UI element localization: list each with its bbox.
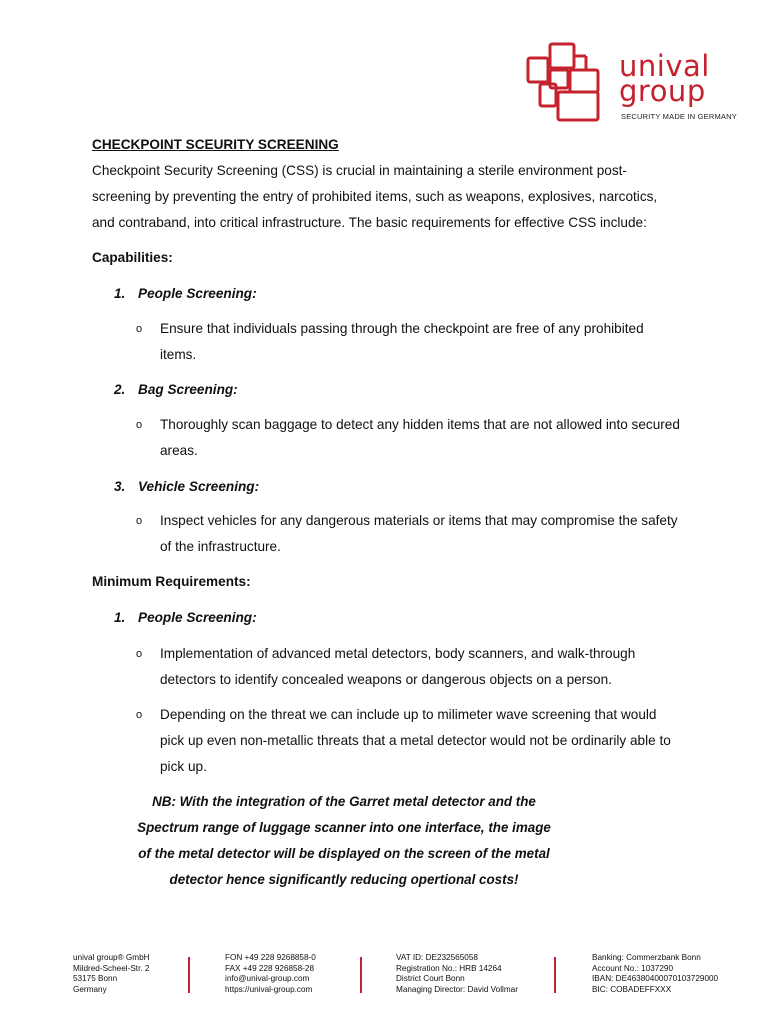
- item-number: 1.: [114, 286, 126, 301]
- bullet-text: Ensure that individuals passing through the checkpoint are free of any prohibited items.: [160, 321, 644, 362]
- bullet-circle-icon: o: [136, 515, 143, 527]
- item-number: 2.: [114, 382, 126, 397]
- email-link[interactable]: info@unival-group.com: [225, 974, 310, 983]
- footer-line: BIC: COBADEFFXXX: [592, 984, 672, 994]
- item-label: People Screening:: [138, 610, 257, 625]
- logo-tagline: SECURITY MADE IN GERMANY: [621, 112, 737, 121]
- bullet-item: [136, 702, 680, 780]
- footer-line: 53175 Bonn: [73, 974, 118, 983]
- minimum-requirements-heading: Minimum Requirements:: [92, 574, 251, 589]
- nb-note: NB: With the integration of the Garret metal detector and the Spectrum range of luggage scanner into one interface, the image of the metal detector will be displayed on the screen of the metal detector hence significantly reducing opertional costs!: [137, 794, 551, 887]
- bullet-item: [136, 508, 680, 560]
- bullet-item: [136, 316, 680, 368]
- capability-item-vehicle: [114, 479, 259, 494]
- logo-wordmark: [619, 49, 710, 108]
- footer-line: Account No.: 1037290: [592, 963, 674, 973]
- footer-address: [73, 953, 150, 995]
- footer-contact: [225, 953, 316, 995]
- document-title: CHECKPOINT SCEURITY SCREENING: [92, 137, 339, 152]
- logo-mark-icon: [526, 42, 618, 124]
- bullet-circle-icon: o: [136, 648, 143, 660]
- footer-banking: [592, 953, 718, 995]
- item-number: 1.: [114, 610, 126, 625]
- footer-line: Managing Director: David Vollmar: [396, 984, 518, 994]
- footer-line: Registration No.: HRB 14264: [396, 963, 502, 973]
- bullet-circle-icon: o: [136, 323, 143, 335]
- footer-line: VAT ID: DE232565058: [396, 953, 478, 962]
- bullet-item: [136, 412, 680, 464]
- logo-word-line2: group: [619, 74, 706, 108]
- footer-line: Mildred-Scheel-Str. 2: [73, 963, 150, 973]
- bullet-circle-icon: o: [136, 419, 143, 431]
- footer-line: IBAN: DE46380400070103729000: [592, 974, 719, 983]
- website-link[interactable]: https://unival-group.com: [225, 984, 313, 994]
- item-label: People Screening:: [138, 286, 257, 301]
- footer-line: District Court Bonn: [396, 974, 465, 983]
- footer-line: Germany: [73, 984, 107, 994]
- bullet-text: Inspect vehicles for any dangerous materials or items that may compromise the safety of the infrastructure.: [160, 513, 678, 554]
- bullet-text: Thoroughly scan baggage to detect any hidden items that are not allowed into secured areas.: [160, 417, 680, 458]
- footer-line: Banking: Commerzbank Bonn: [592, 953, 701, 962]
- footer-registration: [396, 953, 518, 995]
- logo-word-line1: unival: [619, 49, 710, 83]
- footer-divider: [360, 957, 362, 993]
- footer-divider: [554, 957, 556, 993]
- capabilities-heading: Capabilities:: [92, 250, 173, 265]
- bullet-text: Implementation of advanced metal detectors, body scanners, and walk-through detectors to identify concealed weapons or dangerous objects on a person.: [160, 646, 636, 687]
- bullet-circle-icon: o: [136, 709, 143, 721]
- footer-divider: [188, 957, 190, 993]
- item-number: 3.: [114, 479, 126, 494]
- requirement-item-people: [114, 610, 257, 625]
- item-label: Bag Screening:: [138, 382, 238, 397]
- capability-item-people: [114, 286, 257, 301]
- footer-line: unival group® GmbH: [73, 953, 150, 962]
- bullet-text: Depending on the threat we can include up to milimeter wave screening that would pick up even non-metallic threats that a metal detector would not be ordinarily able to pick up.: [160, 707, 671, 774]
- footer-line: FAX +49 228 926858-28: [225, 963, 314, 973]
- capability-item-bag: [114, 382, 238, 397]
- intro-paragraph: Checkpoint Security Screening (CSS) is crucial in maintaining a sterile environment post-screening by preventing the entry of prohibited items, such as weapons, explosives, narcotics, and contraband, into critical infrastructure. The basic requirements for effective CSS include:: [92, 163, 658, 230]
- bullet-item: [136, 641, 680, 693]
- footer-line: FON +49 228 9268858-0: [225, 953, 316, 962]
- item-label: Vehicle Screening:: [138, 479, 260, 494]
- unival-group-logo: [526, 42, 740, 124]
